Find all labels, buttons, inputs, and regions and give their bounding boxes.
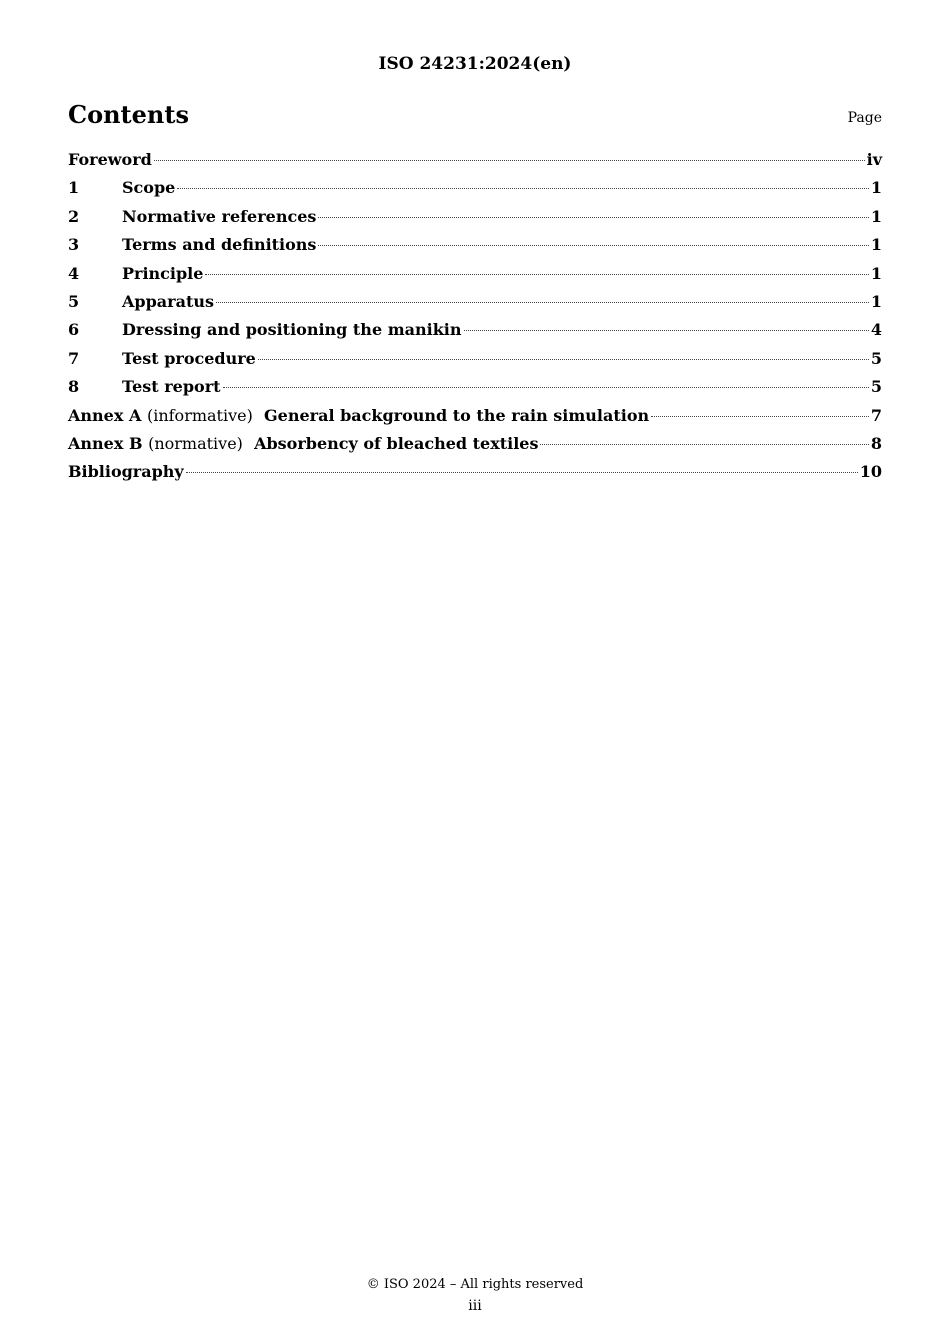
toc-entry-foreword[interactable] — [68, 150, 882, 178]
toc-entry-page: 1 — [870, 263, 882, 283]
toc-entry-normative-references[interactable] — [68, 207, 882, 235]
footer-page-number: iii — [468, 1298, 482, 1314]
toc-entry-test-report[interactable] — [68, 377, 882, 405]
table-of-contents — [68, 150, 882, 491]
toc-entry-title: Terms and definitions — [122, 235, 317, 255]
toc-entry-title: Normative references — [122, 206, 317, 226]
toc-entry-page: 7 — [870, 405, 882, 425]
dot-leader — [177, 188, 869, 189]
document-id-header: ISO 24231:2024(en) — [378, 54, 572, 74]
dot-leader — [154, 160, 865, 161]
toc-entry-apparatus[interactable] — [68, 292, 882, 320]
toc-entry-page: 1 — [870, 206, 882, 226]
dot-leader — [540, 444, 868, 445]
dot-leader — [205, 274, 868, 275]
annex-label: Annex A — [68, 405, 142, 425]
annex-title: Absorbency of bleached textiles — [254, 433, 539, 453]
annex-kind: (informative) — [146, 405, 253, 425]
toc-entry-dressing-and-positioning[interactable] — [68, 320, 882, 348]
annex-label: Annex B — [68, 433, 143, 453]
toc-entry-bibliography[interactable] — [68, 462, 882, 490]
dot-leader — [216, 302, 869, 303]
dot-leader — [186, 472, 858, 473]
dot-leader — [318, 217, 868, 218]
toc-entry-title: Test report — [122, 377, 221, 397]
page-title: Contents — [68, 100, 189, 129]
toc-entry-title: Dressing and positioning the manikin — [122, 320, 462, 340]
toc-entry-number: 2 — [68, 206, 80, 226]
toc-entry-page: 8 — [870, 433, 882, 453]
dot-leader — [464, 330, 869, 331]
annex-kind: (normative) — [148, 433, 243, 453]
toc-entry-number: 3 — [68, 235, 80, 255]
toc-entry-annex-a[interactable] — [68, 406, 882, 434]
annex-heading — [68, 406, 649, 425]
dot-leader — [258, 359, 869, 360]
toc-entry-title: Bibliography — [68, 462, 184, 482]
toc-entry-number: 6 — [68, 320, 80, 340]
annex-heading — [68, 434, 538, 453]
toc-entry-page: 10 — [859, 462, 882, 482]
toc-entry-page: 1 — [870, 291, 882, 311]
toc-entry-page: 5 — [870, 348, 882, 368]
toc-entry-page: iv — [866, 150, 882, 169]
toc-entry-title: Principle — [122, 263, 204, 283]
toc-entry-terms-and-definitions[interactable] — [68, 235, 882, 263]
toc-entry-number: 7 — [68, 348, 80, 368]
toc-entry-test-procedure[interactable] — [68, 349, 882, 377]
dot-leader — [651, 416, 869, 417]
toc-entry-page: 5 — [870, 377, 882, 397]
copyright-footer: © ISO 2024 – All rights reserved — [366, 1277, 584, 1292]
toc-entry-title: Apparatus — [122, 291, 214, 311]
toc-entry-scope[interactable] — [68, 178, 882, 206]
toc-entry-number: 5 — [68, 291, 80, 311]
page-column-label: Page — [847, 110, 882, 126]
toc-entry-number: 1 — [68, 178, 80, 198]
annex-title: General background to the rain simulation — [263, 405, 650, 425]
toc-entry-number: 8 — [68, 377, 80, 397]
toc-entry-number: 4 — [68, 263, 80, 283]
toc-entry-principle[interactable] — [68, 264, 882, 292]
toc-entry-title: Foreword — [68, 150, 152, 169]
toc-entry-page: 4 — [870, 320, 882, 340]
toc-entry-annex-b[interactable] — [68, 434, 882, 462]
toc-entry-page: 1 — [870, 235, 882, 255]
toc-entry-title: Test procedure — [122, 348, 256, 368]
toc-entry-title: Scope — [122, 178, 176, 198]
dot-leader — [223, 387, 869, 388]
toc-entry-page: 1 — [870, 178, 882, 198]
dot-leader — [318, 245, 868, 246]
